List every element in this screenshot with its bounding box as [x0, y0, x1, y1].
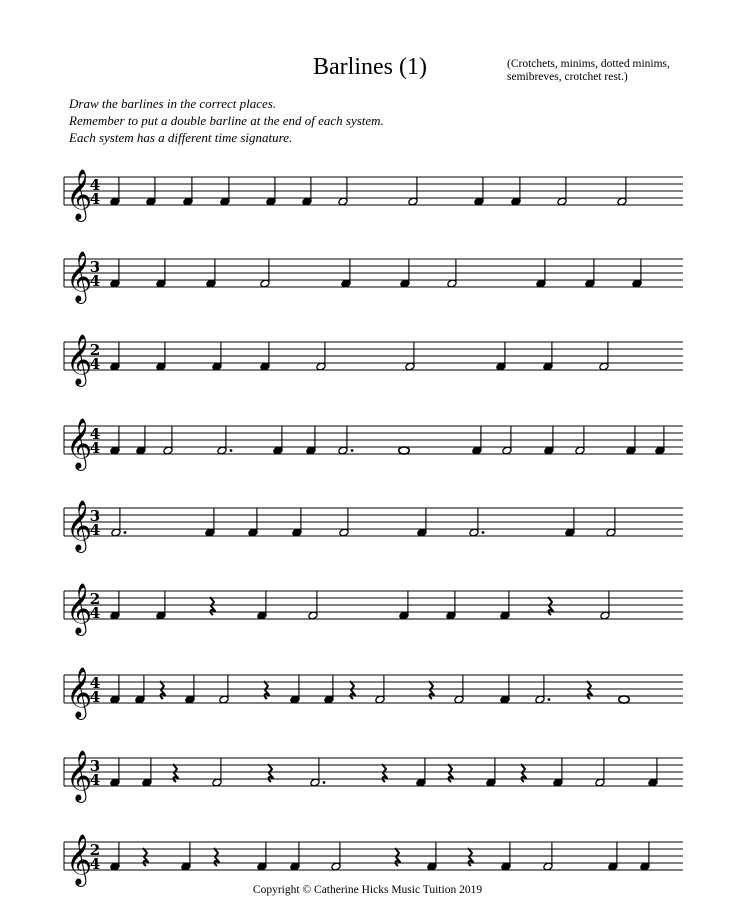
notehead	[619, 696, 629, 703]
time-signature-top: 4	[89, 674, 101, 692]
treble-clef-icon: 𝄞	[66, 169, 93, 220]
time-signature-bottom: 4	[89, 855, 101, 873]
instruction-line: Remember to put a double barline at the end of each system.	[69, 113, 384, 128]
copyright-footer: Copyright © Catherine Hicks Music Tuition 2019	[252, 884, 483, 896]
staff-system	[64, 418, 683, 471]
treble-clef-icon: 𝄞	[66, 334, 93, 385]
subtitle-line: semibreves, crotchet rest.)	[507, 71, 628, 83]
time-signature-bottom: 4	[89, 771, 101, 789]
staff-system	[64, 169, 683, 222]
staff-system	[64, 583, 683, 636]
note-dot	[351, 449, 354, 452]
time-signature-top: 2	[89, 341, 101, 359]
time-signature-bottom: 4	[89, 688, 101, 706]
time-signature-bottom: 4	[89, 355, 101, 373]
semibreve-note	[619, 696, 629, 703]
staff-system	[64, 667, 683, 720]
time-signature-bottom: 4	[89, 521, 101, 539]
note-dot	[230, 449, 233, 452]
instruction-line: Each system has a different time signature.	[69, 130, 293, 145]
staff-system	[64, 834, 683, 887]
time-signature-bottom: 4	[89, 439, 101, 457]
time-signature-bottom: 4	[89, 190, 101, 208]
treble-clef-icon: 𝄞	[66, 500, 93, 551]
treble-clef-icon: 𝄞	[66, 667, 93, 718]
time-signature-bottom: 4	[89, 604, 101, 622]
semibreve-note	[399, 447, 409, 454]
time-signature-top: 4	[89, 425, 101, 443]
notehead	[399, 447, 409, 454]
treble-clef-icon: 𝄞	[66, 834, 93, 885]
time-signature-top: 3	[89, 507, 101, 525]
note-dot	[548, 698, 551, 701]
time-signature-top: 2	[89, 841, 101, 859]
treble-clef-icon: 𝄞	[66, 583, 93, 634]
treble-clef-icon: 𝄞	[66, 750, 93, 801]
time-signature-top: 3	[89, 258, 101, 276]
staff-system	[64, 500, 683, 553]
note-dot	[323, 781, 326, 784]
time-signature-top: 3	[89, 757, 101, 775]
note-dot	[482, 531, 485, 534]
staff-system	[64, 750, 683, 803]
subtitle-line: (Crotchets, minims, dotted minims,	[507, 58, 670, 70]
instruction-line: Draw the barlines in the correct places.	[69, 96, 277, 111]
staff-system	[64, 251, 683, 304]
treble-clef-icon: 𝄞	[66, 251, 93, 302]
page-title: Barlines (1)	[313, 54, 427, 80]
time-signature-bottom: 4	[89, 272, 101, 290]
note-dot	[124, 531, 127, 534]
treble-clef-icon: 𝄞	[66, 418, 93, 469]
time-signature-top: 4	[89, 176, 101, 194]
time-signature-top: 2	[89, 590, 101, 608]
staff-system	[64, 334, 683, 387]
